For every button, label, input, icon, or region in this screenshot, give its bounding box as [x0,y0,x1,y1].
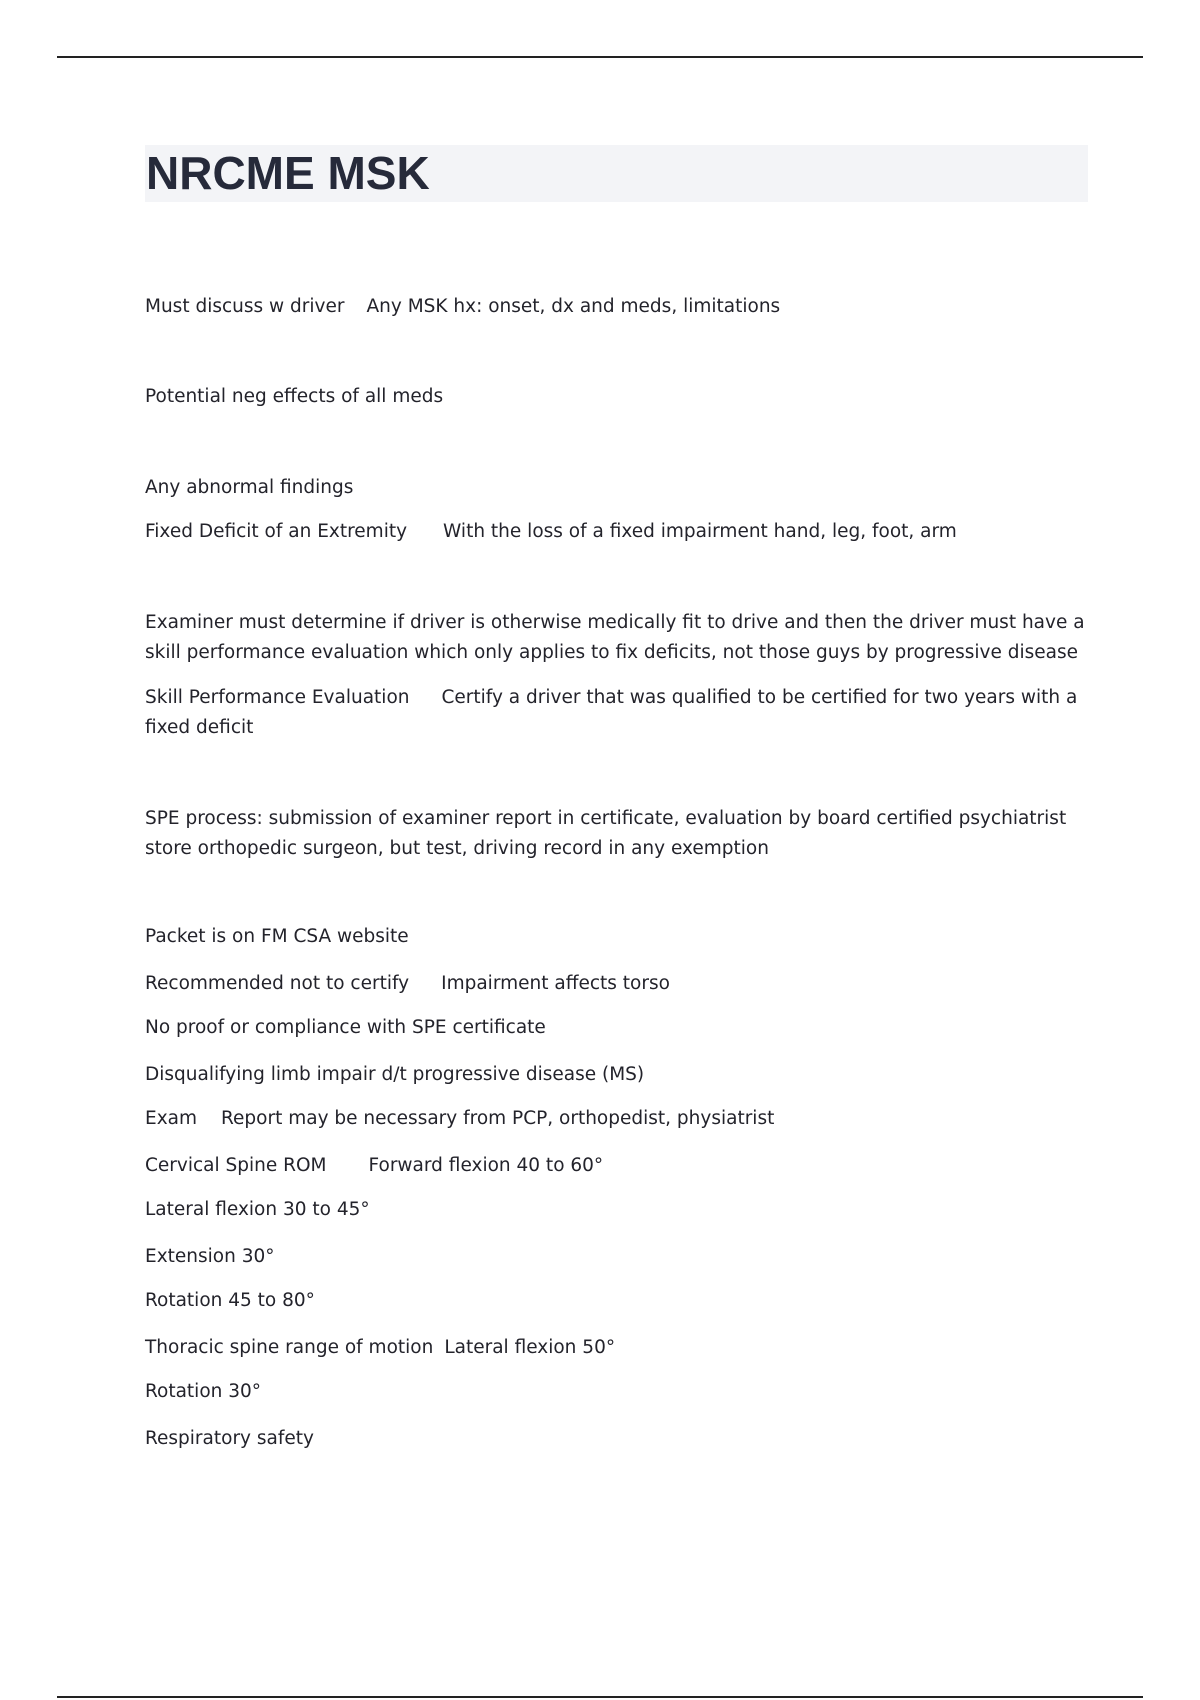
list-item [145,1104,1095,1134]
definition: Forward flexion 40 to 60° [368,1155,604,1176]
term: Fixed Deficit of an Extremity [145,521,408,542]
definition: With the loss of a fixed impairment hand, leg, foot, arm [443,521,957,542]
term: Thoracic spine range of motion [145,1337,434,1358]
list-item [145,969,1095,999]
term: Must discuss w driver [145,296,345,317]
list-item: Packet is on FM CSA website [145,926,409,947]
definition: Certify a driver that was qualified to be certified for two years with a [441,687,1078,708]
definition: Lateral flexion 50° [444,1337,616,1358]
definition: Impairment affects torso [441,973,670,994]
term: Exam [145,1108,197,1129]
definition: Any MSK hx: onset, dx and meds, limitations [366,296,781,317]
list-item [145,517,1095,547]
list-item: No proof or compliance with SPE certificate [145,1017,546,1038]
definition: Report may be necessary from PCP, orthopedist, physiatrist [221,1108,775,1129]
page-title: NRCME MSK [146,147,430,199]
list-item: Disqualifying limb impair d/t progressive disease (MS) [145,1064,645,1085]
list-item [145,1151,1095,1181]
list-item: Rotation 30° [145,1381,262,1402]
list-item [145,292,1095,322]
list-item: Rotation 45 to 80° [145,1290,315,1311]
top-rule [57,56,1143,58]
list-item: Respiratory safety [145,1428,314,1449]
list-item: Lateral flexion 30 to 45° [145,1199,370,1220]
list-item: Extension 30° [145,1246,275,1267]
list-item: Potential neg effects of all meds [145,386,444,407]
list-item: SPE process: submission of examiner report in certificate, evaluation by board certified psychiatrist store orthopedic surgeon, but test, driving record in any exemption [145,808,1067,859]
list-item-continuation: fixed deficit [145,717,254,738]
list-item [145,1333,1095,1363]
list-item: Examiner must determine if driver is otherwise medically fit to drive and then the driver must have a skill performance evaluation which only applies to fix deficits, not those guys by progressive disease [145,612,1085,663]
term: Skill Performance Evaluation [145,687,410,708]
list-item [145,683,1095,713]
list-item: Any abnormal findings [145,477,354,498]
term: Recommended not to certify [145,973,410,994]
bottom-rule [57,1696,1143,1698]
term: Cervical Spine ROM [145,1155,327,1176]
